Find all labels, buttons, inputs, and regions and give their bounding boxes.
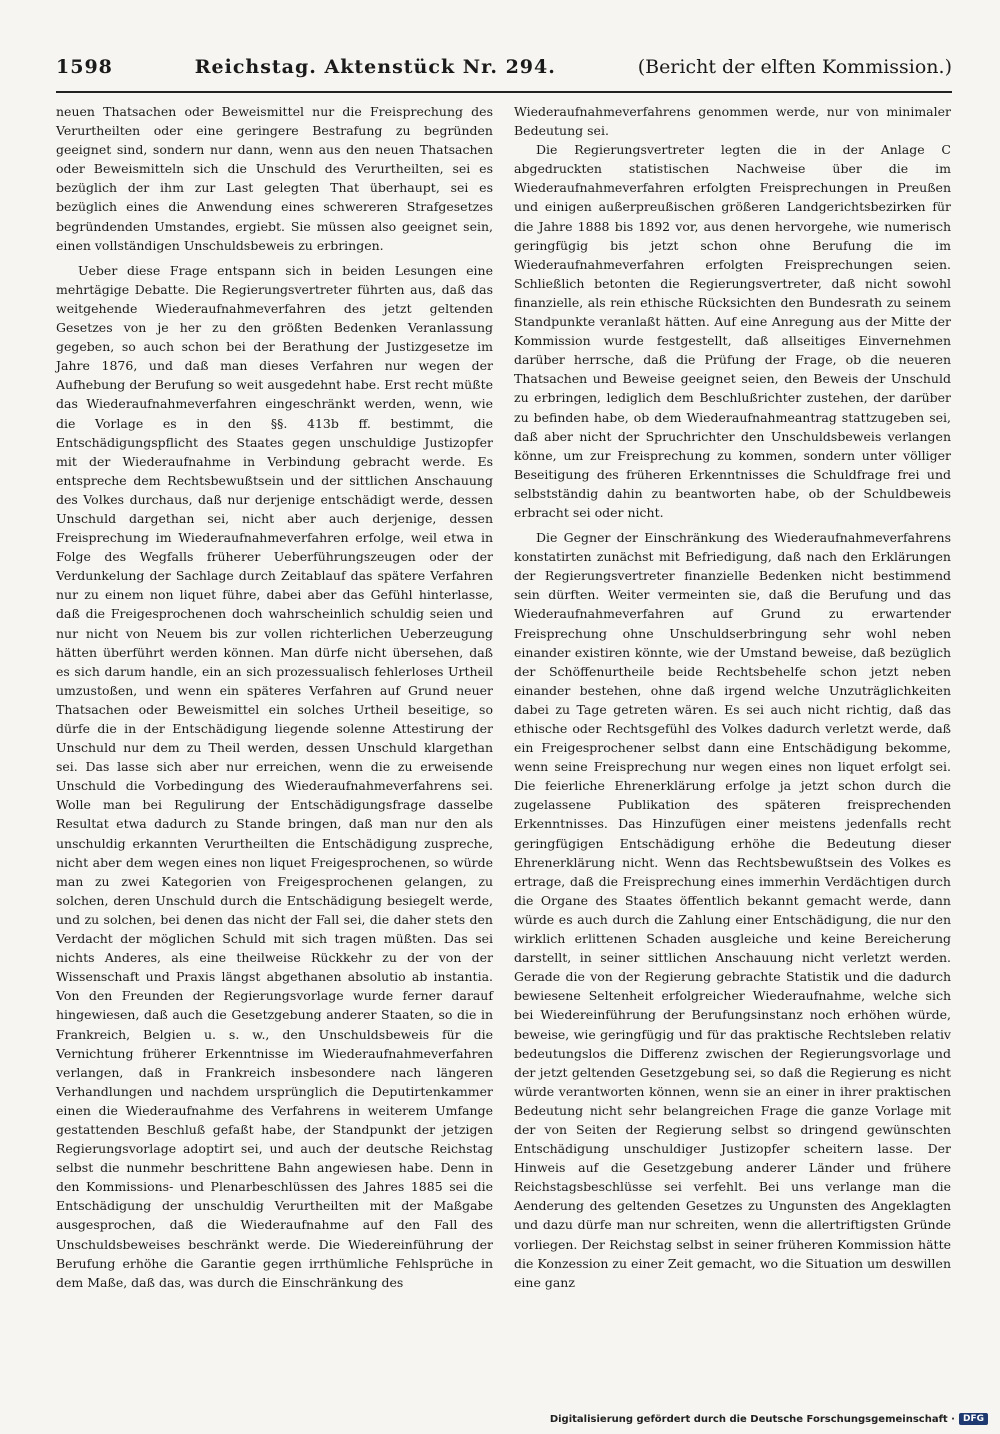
footer-text: Digitalisierung gefördert durch die Deutsche Forschungsgemeinschaft · [549, 1413, 955, 1425]
document-title: Reichstag. Aktenstück Nr. 294. [194, 56, 556, 78]
paragraph: Ueber diese Frage entspann sich in beiden Lesungen eine mehrtägige Debatte. Die Regierungsvertreter führten aus, daß das weitgehende Wiederaufnahmeverfahren des jetzt geltenden Gesetzes von je her zu den größten Bedenken Veranlassung gegeben, so auch schon bei der Berathung der Justizgesetze im Jahre 1876, und daß man dieses Verfahren nur wegen der Aufhebung der Berufung so weit ausgedehnt habe. Erst recht müßte das Wiederaufnahmeverfahren eingeschränkt werden, wenn, wie die Vorlage es in den §§. 413b ff. bestimmt, die Entschädigungspflicht des Staates gegen unschuldige Justizopfer mit der Wiederaufnahme in Verbindung gebracht werde. Es entspreche dem Rechtsbewußtsein und der sittlichen Anschauung des Volkes durchaus, daß nur derjenige entschädigt werde, dessen Unschuld dargethan sei, nicht aber auch derjenige, dessen Freisprechung im Wiederaufnahmeverfahren erfolge, weil etwa in Folge des Wegfalls früherer Ueberführungszeugen oder der Verdunkelung der Sachlage durch Zeitablauf das spätere Verfahren nur zu einem non liquet führe, dabei aber das Gefühl hinterlasse, daß die Freigesprochenen doch wahrscheinlich schuldig seien und nur nicht von Neuem bis zur vollen richterlichen Ueberzeugung hätten überführt werden können. Man dürfe nicht übersehen, daß es sich darum handle, ein an sich prozessualisch fehlerloses Urtheil umzustoßen, und wenn ein späteres Verfahren auf Grund neuer Thatsachen oder Beweismittel ein solches Urtheil beseitige, so dürfe die in der Entschädigung liegende solenne Attestirung der Unschuld nur dem zu Theil werden, dessen Unschuld klargethan sei. Das lasse sich aber nur erreichen, wenn die zu erweisende Unschuld die Vorbedingung des Wiederaufnahmeverfahrens sei. Wolle man bei Regulirung der Entschädigungsfrage dasselbe Resultat etwa dadurch zu Stande bringen, daß man nur den als unschuldig erkannten Verurtheilten die Entschädigung zuspreche, nicht aber dem wegen eines non liquet Freigesprochenen, so würde man zu zwei Kategorien von Freigesprochenen gelangen, zu solchen, deren Unschuld durch die Entschädigung besiegelt werde, und zu solchen, bei denen das nicht der Fall sei, die daher stets den Verdacht der möglichen Schuld mit sich tragen müßten. Das sei nichts Anderes, als eine theilweise Rückkehr zu der von der Wissenschaft und Praxis längst abgethanen absolutio ab instantia. Von den Freunden der Regierungsvorlage wurde ferner darauf hingewiesen, daß auch die Gesetzgebung anderer Staaten, so die in Frankreich, Belgien u. s. w., den Unschuldsbeweis für die Vernichtung früherer Erkenntnisse im Wiederaufnahmeverfahren verlangen, daß in Frankreich insbesondere nach längeren Verhandlungen und nachdem ursprünglich die Deputirtenkammer einen die Wiederaufnahme des Verfahrens in weiterem Umfange gestattenden Beschluß gefaßt habe, der Standpunkt der jetzigen Regierungsvorlage adoptirt sei, und auch der deutsche Reichstag selbst die nunmehr beschrittene Bahn angewiesen habe. Denn in den Kommissions- und Plenarbeschlüssen des Jahres 1885 sei die Entschädigung der unschuldig Verurtheilten mit der Maßgabe ausgesprochen, daß die Wiederaufnahme auf den Fall des Unschuldsbeweises beschränkt werde. Die Wiedereinführung der Berufung erhöhe die Garantie gegen irrthümliche Fehlsprüche in dem Maße, daß das, was durch die Einschränkung des [56, 262, 493, 1290]
dfg-logo-icon: DFG [959, 1413, 988, 1425]
left-column [56, 102, 493, 1292]
page-header [56, 56, 952, 90]
paragraph: Wiederaufnahmeverfahrens genommen werde, nur von minimaler Bedeutung sei. [514, 104, 951, 139]
paragraph: Die Regierungsvertreter legten die in der Anlage C abgedruckten statistischen Nachweise über die im Wiederaufnahmeverfahren erfolgten Freisprechungen in Preußen und einigen außerpreußischen größeren Landgerichtsbezirken für die Jahre 1888 bis 1892 vor, aus denen hervorgehe, wie numerisch geringfügig bis jetzt schon ohne Berufung die im Wiederaufnahmeverfahren erfolgten Freisprechungen seien. Schließlich betonten die Regierungsvertreter, daß nicht sowohl finanzielle, als rein ethische Rücksichten den Bundesrath zu seinem Standpunkte veranlaßt hätten. Auf eine Anregung aus der Mitte der Kommission wurde festgestellt, daß allseitiges Einvernehmen darüber herrsche, daß die Prüfung der Frage, ob die neueren Thatsachen und Beweise geeignet seien, den Beweis der Unschuld zu erbringen, lediglich dem Beschlußrichter zustehen, der darüber zu befinden habe, ob dem Wiederaufnahmeantrag stattzugeben sei, daß aber nicht der Spruchrichter den Unschuldsbeweis verlangen könne, um zur Freisprechung zu kommen, sondern unter völliger Beseitigung des früheren Erkenntnisses die Schuldfrage frei und selbstständig dahin zu beantworten habe, ob der Schuldbeweis erbracht sei oder nicht. [514, 142, 951, 520]
right-column [514, 102, 951, 1292]
paragraph: Die Gegner der Einschränkung des Wiederaufnahmeverfahrens konstatirten zunächst mit Befriedigung, daß nach den Erklärungen der Regierungsvertreter finanzielle Bedenken nicht bestimmend sein dürften. Weiter vermeinten sie, daß die Berufung und das Wiederaufnahmeverfahren auf Grund zu erwartender Freisprechung ohne Unschuldserbringung sehr wohl neben einander existiren könnte, wie der Umstand beweise, daß bezüglich der Schöffenurtheile beide Rechtsbehelfe schon jetzt neben einander bestehen, ohne daß irgend welche Unzuträglichkeiten dabei zu Tage getreten wären. Es sei auch nicht richtig, daß das ethische oder Rechtsgefühl des Volkes dadurch verletzt werde, daß ein Freigesprochener selbst dann eine Entschädigung bekomme, wenn seine Freisprechung nur wegen eines non liquet erfolgt sei. Die feierliche Ehrenerklärung erfolge ja jetzt schon durch die zugelassene Publikation des späteren freisprechenden Erkenntnisses. Das Hinzufügen einer meistens jedenfalls recht geringfügigen Entschädigung erhöhe die Bedeutung dieser Ehrenerklärung nicht. Wenn das Rechtsbewußtsein des Volkes es ertrage, daß die Freisprechung eines immerhin Verdächtigen durch die Organe des Staates öffentlich bekannt gemacht werde, dann würde es auch durch die Zahlung einer Entschädigung, die nur den wirklich erlittenen Schaden ausgleiche und keine Bereicherung darstellt, in seiner sittlichen Anschauung nicht verletzt werden. Gerade die von der Regierung gebrachte Statistik und die dadurch bewiesene Seltenheit erfolgreicher Wiederaufnahme, welche sich bei Wiedereinführung der Berufungsinstanz noch erhöhen würde, beweise, wie geringfügig und für das praktische Rechtsleben relativ bedeutungslos die Differenz zwischen der Regierungsvorlage und der jetzt geltenden Gesetzgebung sei, so daß die Regierung es nicht würde verantworten können, wenn sie an einer in ihrer praktischen Bedeutung nicht sehr belangreichen Frage die ganze Vorlage mit der von Seiten der Regierung selbst so dringend gewünschten Entschädigung unschuldiger Justizopfer scheitern lasse. Der Hinweis auf die Gesetzgebung anderer Länder und frühere Reichstagsbeschlüsse sei verfehlt. Bei uns verlange man die Aenderung des geltenden Gesetzes zu Ungunsten des Angeklagten und dazu dürfe man nur schreiten, wenn die allertriftigsten Gründe vorliegen. Der Reichstag selbst in seiner früheren Kommission hätte die Konzession zu einer Zeit gemacht, wo die Situation um deswillen eine ganz [514, 530, 951, 1290]
header-rule [56, 91, 952, 93]
digitization-footer [550, 1411, 988, 1427]
page-number: 1598 [56, 56, 113, 78]
paragraph: neuen Thatsachen oder Beweismittel nur die Freisprechung des Verurtheilten oder eine geringere Bestrafung zu begründen geeignet sind, sondern nur dann, wenn aus den neuen Thatsachen oder Beweismitteln sich die Unschuld des Verurtheilten, sei es bezüglich der ihm zur Last gelegten That überhaupt, sei es bezüglich eines die Anwendung eines schwereren Strafgesetzes begründenden Umstandes, ergiebt. Sie müssen also geeignet sein, einen vollständigen Unschuldsbeweis zu erbringen. [56, 104, 493, 253]
document-subtitle: (Bericht der elften Kommission.) [637, 56, 952, 78]
